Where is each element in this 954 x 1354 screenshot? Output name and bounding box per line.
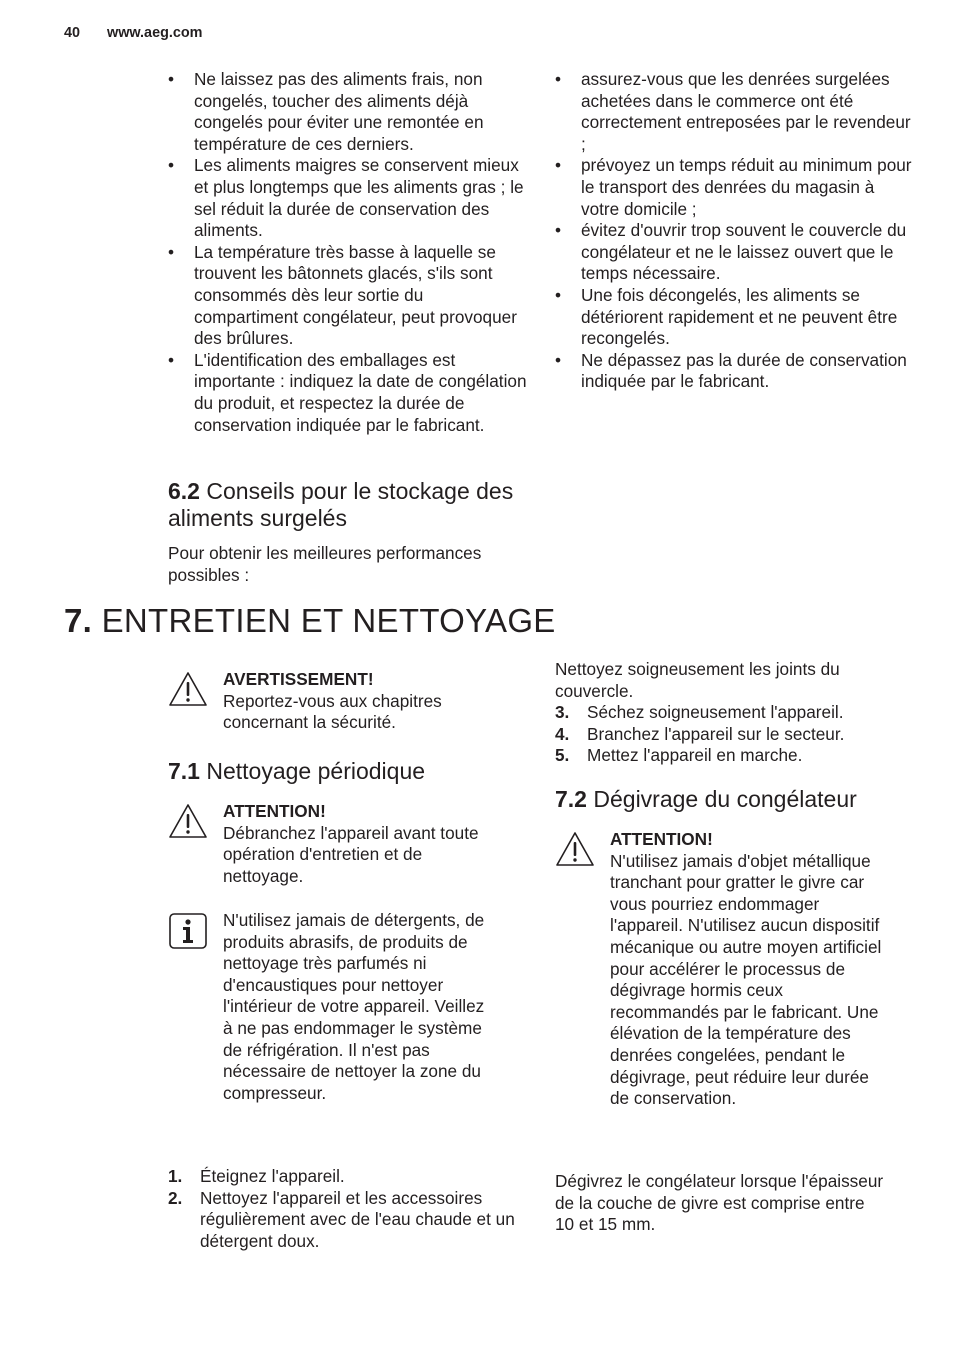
info-text: N'utilisez jamais de détergents, de produits abrasifs, de produits de nettoyage très parfumés ni d'encaustiques pour nettoyer l'intérieur de votre appareil. Veillez à ne pas endommager le système de réfrigération. Il n'est pas nécessaire de nettoyer la zone du compresseur. <box>223 910 485 1103</box>
section-number: 7.1 <box>168 758 200 784</box>
list-item: • assurez-vous que les denrées surgelées achetées dans le commerce ont été correctement entreposées par le revendeur ; <box>555 69 915 155</box>
list-item: • Ne laissez pas des aliments frais, non congelés, toucher des aliments déjà congelés pour éviter une remontée en température de ces derniers. <box>168 69 528 155</box>
attention-notice-7-1 <box>168 801 528 887</box>
step-item <box>555 702 915 724</box>
info-icon <box>168 912 208 956</box>
section-7-2-heading <box>555 786 857 813</box>
section-number: 7.2 <box>555 786 587 812</box>
step-text: Séchez soigneusement l'appareil. <box>587 702 844 722</box>
step-number: 1. <box>168 1166 183 1186</box>
step-item <box>168 1188 528 1253</box>
section-title: Conseils pour le stockage des aliments surgelés <box>168 478 514 531</box>
step-item <box>555 724 915 746</box>
chapter-7-heading <box>64 602 556 640</box>
right-bullet-list <box>555 69 915 393</box>
warning-notice <box>168 669 528 734</box>
attention-text: N'utilisez jamais d'objet métallique tranchant pour gratter le givre car vous pourriez endommager l'appareil. N'utilisez aucun dispositif mécanique ou autre moyen artificiel pour accélérer le processus de dégivrage hormis ceux recommandés par le fabricant. Une élévation de la température des denrées congelées, pendant le dégivrage, peut réduire leur durée de conservation. <box>610 850 882 1109</box>
site-url: www.aeg.com <box>107 25 203 41</box>
step-text: Éteignez l'appareil. <box>200 1166 345 1186</box>
warning-label: AVERTISSEMENT! <box>223 669 374 689</box>
attention-label: ATTENTION! <box>610 829 713 849</box>
step-number: 5. <box>555 745 570 766</box>
step-text: Mettez l'appareil en marche. <box>587 745 803 766</box>
section-title: Dégivrage du congélateur <box>593 786 857 812</box>
list-item: • Ne dépassez pas la durée de conservation indiquée par le fabricant. <box>555 350 915 393</box>
step-number: 4. <box>555 723 570 744</box>
info-notice <box>168 910 528 1104</box>
left-bullet-list <box>168 69 528 436</box>
list-item: • prévoyez un temps réduit au minimum pour le transport des denrées du magasin à votre domicile ; <box>555 155 915 220</box>
page-number: 40 <box>64 25 81 41</box>
attention-notice-7-2 <box>555 829 915 1110</box>
section-7-1-heading <box>168 758 425 785</box>
step-item <box>555 745 915 767</box>
list-item: • Les aliments maigres se conservent mieux et plus longtemps que les aliments gras ; le sel réduit la durée de conservation des aliments. <box>168 155 528 241</box>
list-item: • La température très basse à laquelle se trouvent les bâtonnets glacés, s'ils sont consommés dès leur sortie du compartiment congélateur, peut provoquer des brûlures. <box>168 242 528 350</box>
step-number: 2. <box>168 1187 183 1208</box>
steps-list-2 <box>555 702 915 767</box>
step-text: Branchez l'appareil sur le secteur. <box>587 723 845 744</box>
section-number: 6.2 <box>168 478 200 504</box>
steps-list-1 <box>168 1166 528 1252</box>
step-text: Nettoyez l'appareil et les accessoires régulièrement avec de l'eau chaude et un détergent doux. <box>200 1187 515 1251</box>
list-item: • évitez d'ouvrir trop souvent le couvercle du congélateur et ne le laissez ouvert que le temps nécessaire. <box>555 220 915 285</box>
chapter-number: 7. <box>64 602 93 639</box>
section-6-2-intro: Pour obtenir les meilleures performances possibles : <box>168 543 482 585</box>
chapter-title: ENTRETIEN ET NETTOYAGE <box>101 602 556 639</box>
warning-triangle-icon <box>168 671 208 713</box>
attention-text: Débranchez l'appareil avant toute opération d'entretien et de nettoyage. <box>223 822 479 886</box>
section-title: Nettoyage périodique <box>206 758 426 784</box>
list-item: • Une fois décongelés, les aliments se détériorent rapidement et ne peuvent être recongelés. <box>555 285 915 350</box>
continuation-text: Nettoyez soigneusement les joints du couvercle. <box>555 659 840 701</box>
warning-triangle-icon <box>555 831 595 873</box>
warning-triangle-icon <box>168 803 208 845</box>
step-item <box>168 1166 528 1188</box>
page-header <box>64 23 202 45</box>
step-number: 3. <box>555 702 570 722</box>
defrost-body-text: Dégivrez le congélateur lorsque l'épaisseur de la couche de givre est comprise entre 10 et 15 mm. <box>555 1171 884 1235</box>
attention-label: ATTENTION! <box>223 801 326 821</box>
warning-text: Reportez-vous aux chapitres concernant la sécurité. <box>223 690 442 733</box>
section-6-2-heading <box>168 478 538 532</box>
list-item: • L'identification des emballages est importante : indiquez la date de congélation du produit, et respectez la durée de conservation indiquée par le fabricant. <box>168 350 528 436</box>
